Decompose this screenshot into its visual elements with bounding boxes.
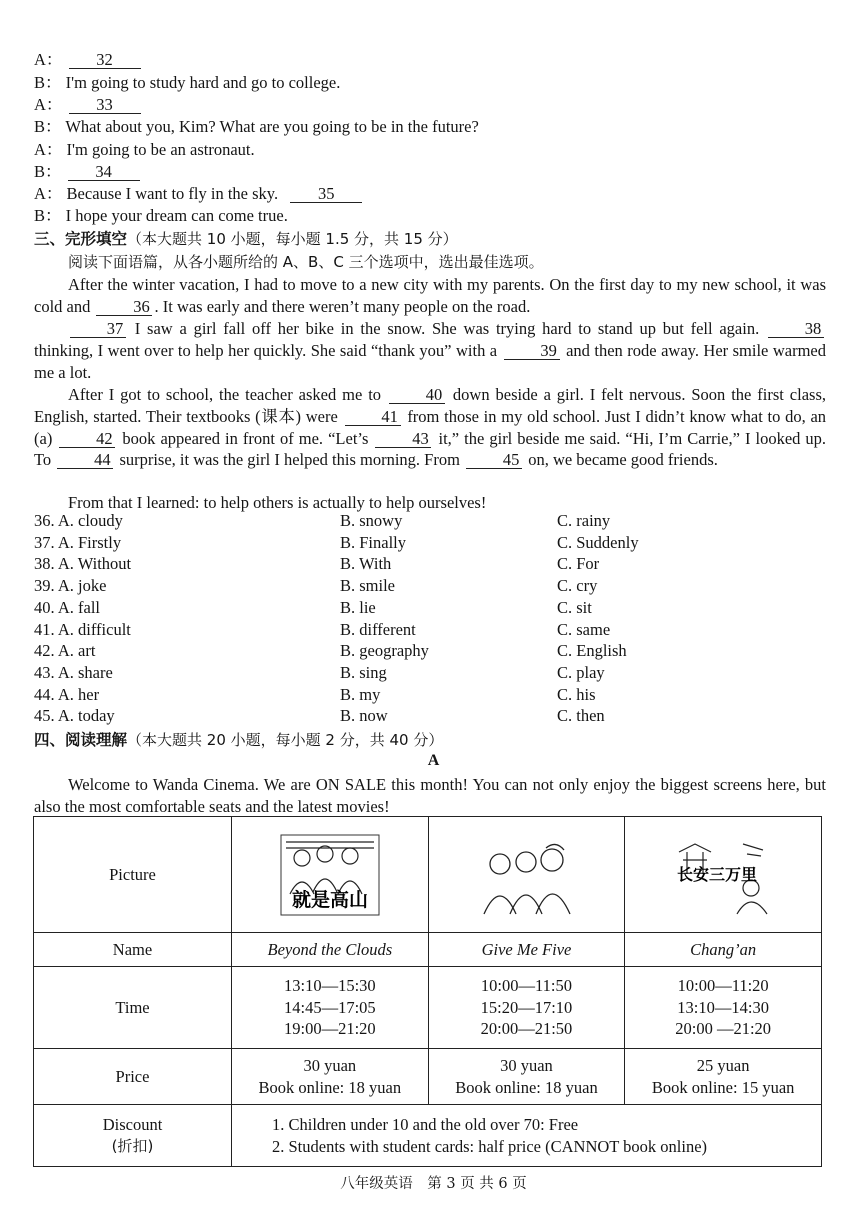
dialogue-line: A： Because I want to fly in the sky. 35 bbox=[34, 184, 364, 204]
option-row bbox=[34, 684, 834, 706]
price: 25 yuan bbox=[696, 1056, 750, 1075]
answer-blank[interactable]: 39 bbox=[504, 342, 560, 360]
option-row bbox=[34, 705, 834, 727]
text: on, we became good friends. bbox=[528, 450, 718, 470]
option-choice[interactable]: 40. A. fall bbox=[34, 597, 100, 617]
showtime: 19:00—21:20 bbox=[283, 1019, 376, 1039]
row-label: Picture bbox=[34, 817, 232, 933]
online-price: Book online: 18 yuan bbox=[258, 1077, 402, 1097]
movie-poster-image bbox=[476, 834, 576, 916]
showtimes bbox=[428, 967, 625, 1049]
option-choice[interactable]: B. geography bbox=[340, 641, 429, 661]
table-row bbox=[34, 1049, 822, 1105]
option-choice[interactable]: C. his bbox=[557, 684, 596, 704]
speaker: B bbox=[34, 117, 46, 136]
text: After the winter vacation, I had to move to a new city with my parents. On the first day to my new school, it was cold and bbox=[34, 275, 826, 316]
dialogue-line: B： I hope your dream can come true. bbox=[34, 206, 288, 225]
option-choice[interactable]: 38. A. Without bbox=[34, 554, 132, 574]
speaker: B bbox=[34, 73, 46, 92]
cinema-table bbox=[33, 816, 822, 1167]
answer-blank[interactable]: 38 bbox=[768, 320, 824, 338]
answer-blank[interactable]: 35 bbox=[290, 185, 362, 203]
section-instruction: 阅读下面语篇，从各小题所给的 A、B、C 三个选项中，选出最佳选项。 bbox=[68, 253, 544, 271]
dialogue-line: A： 33 bbox=[34, 95, 143, 115]
dialogue-line: B： What about you, Kim? What are you going to be in the future? bbox=[34, 117, 479, 136]
discount-item: 2. Students with student cards: half price (CANNOT book online) bbox=[272, 1136, 708, 1156]
option-choice[interactable]: B. Finally bbox=[340, 532, 407, 552]
option-choice[interactable]: C. sit bbox=[557, 597, 592, 617]
option-choice[interactable]: 42. A. art bbox=[34, 641, 96, 661]
option-choice[interactable]: C. same bbox=[557, 619, 611, 639]
option-choice[interactable]: B. my bbox=[340, 684, 381, 704]
option-choice[interactable]: C. rainy bbox=[557, 511, 611, 530]
poster-title: 就是高山 bbox=[291, 889, 368, 911]
cloze-paragraph bbox=[34, 318, 826, 383]
option-choice[interactable]: B. smile bbox=[340, 576, 396, 596]
cloze-paragraph bbox=[34, 384, 826, 471]
text: I saw a girl fall off her bike in the snow. She was trying hard to stand up but fell again. bbox=[134, 319, 760, 338]
option-choice[interactable]: 44. A. her bbox=[34, 684, 100, 704]
answer-blank[interactable]: 43 bbox=[375, 430, 431, 448]
answer-blank[interactable]: 41 bbox=[345, 408, 401, 426]
showtime: 14:45—17:05 bbox=[283, 997, 376, 1017]
text: . It was early and there weren’t many people on the road. bbox=[154, 296, 531, 316]
dialogue-text: I'm going to study hard and go to college. bbox=[65, 73, 341, 92]
online-price: Book online: 15 yuan bbox=[651, 1077, 795, 1097]
option-choice[interactable]: 37. A. Firstly bbox=[34, 532, 122, 552]
answer-blank[interactable]: 37 bbox=[70, 320, 126, 338]
table-row bbox=[34, 933, 822, 967]
text: down beside a girl. I felt nervous. Soon the first class, English, started. Their textbooks (课本) were bbox=[34, 385, 826, 426]
table-row bbox=[34, 817, 822, 933]
option-choice[interactable]: C. Suddenly bbox=[557, 532, 639, 552]
passage-label: A bbox=[427, 752, 440, 769]
movie-name: Chang’an bbox=[625, 933, 822, 967]
movie-poster-cell bbox=[625, 817, 822, 933]
speaker: A bbox=[34, 50, 46, 69]
option-choice[interactable]: 41. A. difficult bbox=[34, 619, 131, 639]
dialogue-line: B： I'm going to study hard and go to college. bbox=[34, 73, 341, 92]
cloze-paragraph: From that I learned: to help others is actually to help ourselves! bbox=[68, 493, 487, 512]
dialogue-line: A： I'm going to be an astronaut. bbox=[34, 140, 255, 159]
option-choice[interactable]: C. English bbox=[557, 641, 627, 661]
answer-blank[interactable]: 33 bbox=[69, 96, 141, 114]
option-choice[interactable]: C. cry bbox=[557, 576, 598, 596]
option-row bbox=[34, 640, 834, 662]
showtime: 10:00—11:50 bbox=[480, 976, 572, 996]
section-heading bbox=[34, 229, 458, 249]
movie-poster-image bbox=[673, 834, 773, 916]
option-choice[interactable]: B. lie bbox=[340, 597, 376, 617]
option-choice[interactable]: 45. A. today bbox=[34, 706, 115, 726]
movie-poster-image bbox=[280, 834, 380, 916]
text: it,” the girl beside me said. “Hi, I’m Carrie,” I looked up. To bbox=[34, 428, 827, 470]
passage-intro: Welcome to Wanda Cinema. We are ON SALE this month! You can not only enjoy the biggest screens here, but also the most comfortable seats and the latest movies! bbox=[34, 775, 826, 816]
price-cell bbox=[625, 1049, 822, 1105]
option-choice[interactable]: B. different bbox=[340, 619, 416, 639]
option-row bbox=[34, 597, 834, 619]
dialogue-text: What about you, Kim? What are you going to be in the future? bbox=[65, 117, 479, 136]
speaker: A bbox=[34, 95, 46, 114]
text: After I got to school, the teacher asked me to bbox=[68, 385, 382, 404]
section-note: （本大题共 20 小题，每小题 2 分，共 40 分） bbox=[127, 731, 444, 749]
discount-label: Discount bbox=[102, 1115, 163, 1134]
movie-poster-cell bbox=[232, 817, 429, 933]
showtime: 13:10—14:30 bbox=[677, 997, 769, 1017]
price-cell bbox=[428, 1049, 625, 1105]
discount-cell bbox=[232, 1105, 822, 1167]
table-row bbox=[34, 967, 822, 1049]
speaker: A bbox=[34, 184, 46, 203]
option-row bbox=[34, 553, 834, 575]
speaker: A bbox=[34, 140, 46, 159]
option-choice[interactable]: 43. A. share bbox=[34, 662, 113, 682]
movie-name: Give Me Five bbox=[428, 933, 625, 967]
answer-blank[interactable]: 44 bbox=[57, 451, 113, 469]
showtimes bbox=[625, 967, 822, 1049]
row-label: Price bbox=[34, 1049, 232, 1105]
option-row bbox=[34, 532, 834, 554]
speaker: B bbox=[34, 162, 46, 181]
option-choice[interactable]: B. snowy bbox=[340, 511, 403, 530]
answer-blank[interactable]: 42 bbox=[59, 430, 115, 448]
option-choice[interactable]: B. With bbox=[340, 554, 392, 574]
showtime: 15:20—17:10 bbox=[480, 997, 573, 1017]
section-title: 三、完形填空 bbox=[34, 230, 128, 248]
option-choice[interactable]: C. For bbox=[557, 554, 600, 574]
price: 30 yuan bbox=[500, 1056, 553, 1075]
option-choice[interactable]: 39. A. joke bbox=[34, 576, 107, 596]
showtime: 13:10—15:30 bbox=[283, 976, 376, 996]
option-row bbox=[34, 510, 834, 532]
movie-name: Beyond the Clouds bbox=[232, 933, 429, 967]
dialogue-line: A： 32 bbox=[34, 50, 143, 70]
showtimes bbox=[232, 967, 429, 1049]
option-choice[interactable]: C. play bbox=[557, 662, 605, 682]
text: thinking, I went over to help her quickly. She said “thank you” with a bbox=[34, 340, 498, 360]
movie-poster-cell bbox=[428, 817, 625, 933]
price: 30 yuan bbox=[303, 1056, 357, 1075]
section-note: （本大题共 10 小题，每小题 1.5 分，共 15 分） bbox=[127, 230, 458, 248]
section-title: 四、阅读理解 bbox=[34, 731, 128, 749]
text: book appeared in front of me. “Let’s bbox=[122, 428, 369, 448]
showtime: 20:00 —21:20 bbox=[675, 1019, 772, 1039]
answer-blank[interactable]: 45 bbox=[466, 451, 522, 469]
answer-blank[interactable]: 36 bbox=[96, 298, 152, 316]
dialogue-line: B： 34 bbox=[34, 162, 142, 182]
answer-blank[interactable]: 40 bbox=[389, 386, 445, 404]
text: from those in my old school. Just I didn’t know what to do, an (a) bbox=[34, 406, 827, 448]
poster-title: 长安三万里 bbox=[677, 866, 758, 884]
cloze-paragraph bbox=[34, 274, 826, 318]
dialogue-text: I'm going to be an astronaut. bbox=[66, 140, 255, 159]
showtime: 20:00—21:50 bbox=[480, 1019, 573, 1039]
page-footer: 八年级英语 第 3 页 共 6 页 bbox=[340, 1176, 527, 1192]
row-label bbox=[34, 1105, 232, 1167]
text: surprise, it was the girl I helped this morning. From bbox=[119, 450, 460, 470]
section-heading bbox=[34, 730, 443, 750]
option-choice[interactable]: B. sing bbox=[340, 662, 387, 682]
option-choice[interactable]: 36. A. cloudy bbox=[34, 511, 123, 530]
option-row bbox=[34, 619, 834, 641]
row-label: Name bbox=[34, 933, 232, 967]
option-row bbox=[34, 662, 834, 684]
price-cell bbox=[232, 1049, 429, 1105]
online-price: Book online: 18 yuan bbox=[455, 1077, 598, 1097]
showtime: 10:00—11:20 bbox=[677, 976, 769, 996]
dialogue-text: I hope your dream can come true. bbox=[65, 206, 288, 225]
option-choice[interactable]: C. then bbox=[557, 706, 605, 726]
discount-item: 1. Children under 10 and the old over 70: Free bbox=[272, 1114, 579, 1134]
answer-blank[interactable]: 34 bbox=[68, 163, 140, 181]
row-label: Time bbox=[34, 967, 232, 1049]
answer-blank[interactable]: 32 bbox=[69, 51, 141, 69]
discount-label-cn: (折扣) bbox=[111, 1137, 154, 1155]
option-row bbox=[34, 575, 834, 597]
dialogue-text: Because I want to fly in the sky. bbox=[66, 184, 279, 203]
text: and then rode away. Her smile warmed me a lot. bbox=[34, 340, 826, 382]
table-row bbox=[34, 1105, 822, 1167]
speaker: B bbox=[34, 206, 46, 225]
option-choice[interactable]: B. now bbox=[340, 706, 388, 726]
